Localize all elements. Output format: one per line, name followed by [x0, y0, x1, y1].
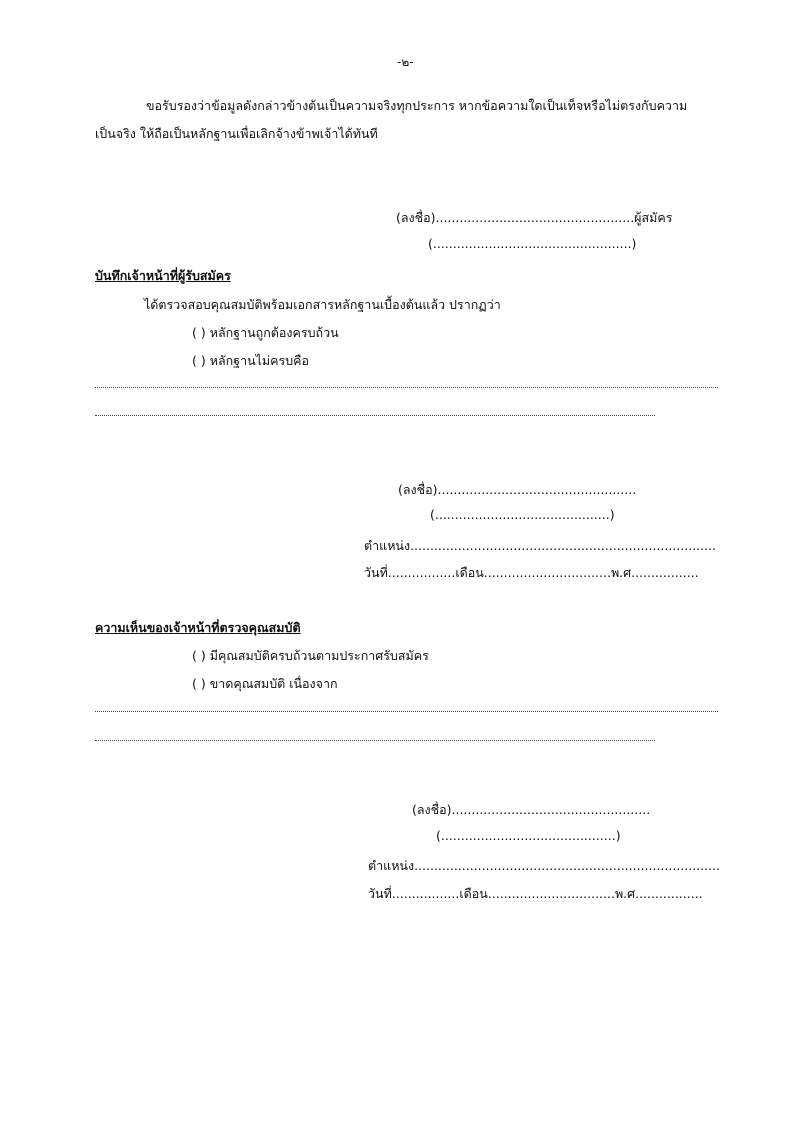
qualification-opinion-heading: ความเห็นของเจ้าหน้าที่ตรวจคุณสมบัติ	[95, 620, 301, 635]
qualification-option-qualified: ( ) มีคุณสมบัติครบถ้วนตามประกาศรับสมัคร	[192, 648, 429, 663]
qualification-date-line: วันที่.................เดือน................................พ.ศ.................	[368, 886, 703, 901]
officer-record-option-incomplete: ( ) หลักฐานไม่ครบคือ	[192, 353, 310, 368]
officer-record-signature-line: (ลงชื่อ)..................................................	[398, 482, 637, 497]
applicant-signature-line: (ลงชื่อ)..................................................ผู้สมัคร	[396, 210, 673, 225]
qualification-position-line: ตำแหน่ง.............................................................................	[368, 858, 721, 873]
officer-record-heading: บันทึกเจ้าหน้าที่ผู้รับสมัคร	[95, 268, 231, 283]
qualification-signature-line: (ลงชื่อ)..................................................	[412, 802, 651, 817]
officer-record-date-line: วันที่.................เดือน................................พ.ศ.................	[364, 565, 699, 580]
officer-record-position-line: ตำแหน่ง.............................................................................	[364, 538, 717, 553]
certification-line-2: เป็นจริง ให้ถือเป็นหลักฐานเพื่อเลิกจ้างข้าพเจ้าได้ทันที	[95, 126, 378, 141]
qualification-option-unqualified: ( ) ขาดคุณสมบัติ เนื่องจาก	[192, 676, 338, 691]
officer-record-blank-line-2	[95, 415, 655, 416]
officer-record-blank-line-1	[95, 387, 718, 388]
qualification-blank-line-1	[95, 711, 718, 712]
officer-record-name-line: (............................................)	[430, 507, 615, 522]
officer-record-intro: ได้ตรวจสอบคุณสมบัติพร้อมเอกสารหลักฐานเบื้องต้นแล้ว ปรากฏว่า	[144, 297, 501, 312]
qualification-blank-line-2	[95, 740, 655, 741]
certification-line-1: ขอรับรองว่าข้อมูลดังกล่าวข้างต้นเป็นความจริงทุกประการ หากข้อความใดเป็นเท็จหรือไม่ตรงกับความ	[146, 98, 688, 113]
officer-record-option-complete: ( ) หลักฐานถูกต้องครบถ้วน	[192, 325, 339, 340]
applicant-name-line: (..................................................)	[428, 236, 637, 251]
qualification-name-line: (............................................)	[436, 828, 621, 843]
page-number: -๒-	[397, 55, 414, 69]
